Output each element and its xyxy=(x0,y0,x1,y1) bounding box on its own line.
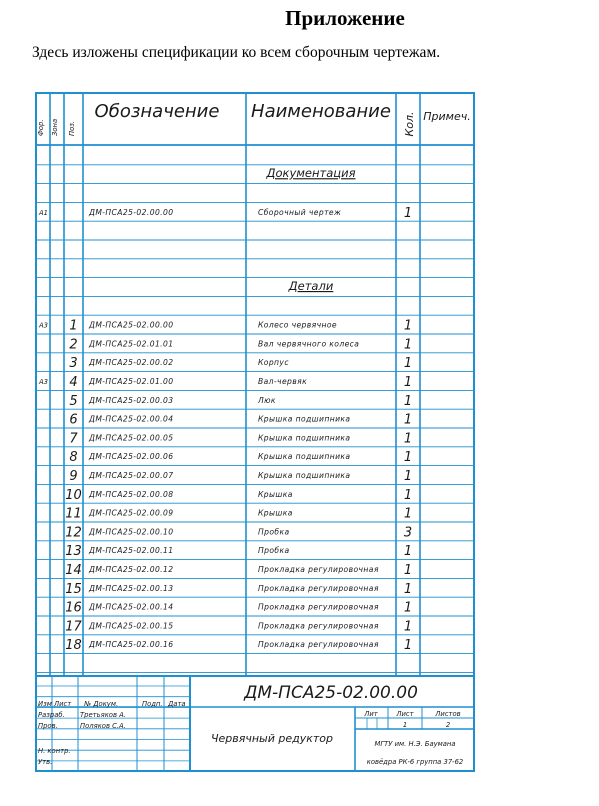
row-pos: 3 xyxy=(69,356,78,372)
row-name: Сборочный чертеж xyxy=(258,207,342,217)
row-name: Прокладка регулировочная xyxy=(258,640,379,650)
row-name: Прокладка регулировочная xyxy=(258,621,379,631)
row-pos: 16 xyxy=(65,600,82,616)
label-date: Дата xyxy=(168,700,186,708)
label-developed: Разраб. xyxy=(38,711,65,719)
developer-name: Третьяков А. xyxy=(80,711,126,719)
row-designation: ДМ-ПСА25-02.00.09 xyxy=(89,508,174,518)
row-designation: ДМ-ПСА25-02.00.00 xyxy=(89,207,174,217)
row-designation: ДМ-ПСА25-02.00.13 xyxy=(89,583,174,593)
row-pos: 4 xyxy=(69,375,78,391)
row-designation: ДМ-ПСА25-02.00.05 xyxy=(89,433,174,443)
header-format: Фор. xyxy=(37,119,45,136)
row-designation: ДМ-ПСА25-02.00.08 xyxy=(89,489,174,499)
row-name: Корпус xyxy=(258,358,289,368)
row-qty: 1 xyxy=(403,412,413,428)
frame-texts xyxy=(37,101,471,766)
row-qty: 1 xyxy=(403,638,413,654)
row-qty: 1 xyxy=(403,581,413,597)
row-qty: 1 xyxy=(403,506,413,522)
label-norm-control: Н. контр. xyxy=(38,747,71,755)
row-qty: 1 xyxy=(403,337,413,353)
row-pos: 5 xyxy=(69,393,78,409)
header-zone: Зона xyxy=(51,118,59,136)
row-name: Крышка подшипника xyxy=(258,452,351,462)
row-designation: ДМ-ПСА25-02.01.01 xyxy=(89,339,174,349)
row-name: Люк xyxy=(258,395,276,405)
appendix-heading: Приложение xyxy=(285,6,405,30)
row-qty: 1 xyxy=(403,619,413,635)
label-lit: Лит xyxy=(364,710,378,718)
row-pos: 18 xyxy=(65,638,82,654)
row-designation: ДМ-ПСА25-02.00.00 xyxy=(89,320,174,330)
row-pos: 12 xyxy=(65,525,82,541)
row-qty: 3 xyxy=(403,525,413,541)
row-name: Крышка xyxy=(258,489,293,499)
label-doc-no: № Докум. xyxy=(84,700,119,708)
row-name: Прокладка регулировочная xyxy=(258,602,379,612)
intro-text: Здесь изложены спецификации ко всем сборочным чертежам. xyxy=(32,44,441,61)
row-qty: 1 xyxy=(403,487,413,503)
row-qty: 1 xyxy=(403,318,413,334)
row-name: Колесо червячное xyxy=(258,320,337,330)
row-pos: 11 xyxy=(65,506,82,522)
header-note: Примеч. xyxy=(423,110,471,123)
row-qty: 1 xyxy=(403,356,413,372)
row-name: Крышка подшипника xyxy=(258,471,351,481)
row-qty: 1 xyxy=(403,431,413,447)
row-pos: 2 xyxy=(69,337,78,353)
header-designation: Обозначение xyxy=(94,101,220,122)
doc-number: ДМ-ПСА25-02.00.00 xyxy=(244,683,418,703)
label-change: Изм xyxy=(38,700,52,708)
row-pos: 15 xyxy=(65,581,82,597)
label-sheet: Лист xyxy=(54,700,72,708)
org-line-1: МГТУ им. Н.Э. Баумана xyxy=(374,740,456,748)
row-pos: 10 xyxy=(65,487,82,503)
row-qty: 1 xyxy=(403,563,413,579)
org-line-2: ковёдра РК-6 группа 37-62 xyxy=(366,758,464,766)
row-qty: 1 xyxy=(403,544,413,560)
header-name: Наименование xyxy=(251,101,391,122)
checker-name: Поляков С.А. xyxy=(80,722,126,730)
row-name: Пробка xyxy=(258,527,290,537)
row-name: Вал-червяк xyxy=(258,377,308,387)
label-checked: Пров. xyxy=(38,722,58,730)
row-designation: ДМ-ПСА25-02.00.03 xyxy=(89,395,174,405)
row-name: Крышка xyxy=(258,508,293,518)
row-format: А3 xyxy=(39,378,48,387)
row-designation: ДМ-ПСА25-02.00.14 xyxy=(89,602,174,612)
row-pos: 8 xyxy=(69,450,78,466)
row-designation: ДМ-ПСА25-02.00.16 xyxy=(89,640,174,650)
row-name: Крышка подшипника xyxy=(258,414,351,424)
row-pos: 9 xyxy=(69,469,78,485)
row-designation: ДМ-ПСА25-02.01.00 xyxy=(89,377,174,387)
header-qty: Кол. xyxy=(403,111,416,137)
row-pos: 17 xyxy=(65,619,82,635)
row-designation: ДМ-ПСА25-02.00.11 xyxy=(89,546,174,556)
row-pos: 6 xyxy=(69,412,78,428)
label-sheet2: Лист xyxy=(396,710,414,718)
sheet-value: 1 xyxy=(402,721,408,729)
row-format: А3 xyxy=(39,321,48,330)
row-designation: ДМ-ПСА25-02.00.04 xyxy=(89,414,174,424)
row-pos: 1 xyxy=(69,318,78,334)
header-pos: Поз. xyxy=(68,120,76,136)
row-format: А1 xyxy=(39,208,48,217)
label-sheets: Листов xyxy=(435,710,461,718)
row-pos: 13 xyxy=(65,544,82,560)
row-name: Вал червячного колеса xyxy=(258,339,360,349)
section-title: Документация xyxy=(266,166,356,181)
row-qty: 1 xyxy=(403,469,413,485)
row-qty: 1 xyxy=(403,375,413,391)
row-designation: ДМ-ПСА25-02.00.06 xyxy=(89,452,174,462)
row-pos: 14 xyxy=(65,563,82,579)
row-designation: ДМ-ПСА25-02.00.10 xyxy=(89,527,174,537)
row-name: Пробка xyxy=(258,546,290,556)
row-qty: 1 xyxy=(403,450,413,466)
row-qty: 1 xyxy=(403,205,413,221)
row-name: Прокладка регулировочная xyxy=(258,583,379,593)
row-qty: 1 xyxy=(403,393,413,409)
row-designation: ДМ-ПСА25-02.00.07 xyxy=(89,471,174,481)
row-name: Крышка подшипника xyxy=(258,433,351,443)
label-approved: Утв. xyxy=(38,758,53,766)
product-name: Червячный редуктор xyxy=(210,732,334,745)
row-pos: 7 xyxy=(69,431,78,447)
row-name: Прокладка регулировочная xyxy=(258,565,379,575)
row-designation: ДМ-ПСА25-02.00.12 xyxy=(89,565,174,575)
sheets-value: 2 xyxy=(445,721,451,729)
row-qty: 1 xyxy=(403,600,413,616)
row-designation: ДМ-ПСА25-02.00.02 xyxy=(89,358,174,368)
section-title: Детали xyxy=(288,279,334,294)
label-sign: Подп. xyxy=(142,700,163,708)
row-designation: ДМ-ПСА25-02.00.15 xyxy=(89,621,174,631)
